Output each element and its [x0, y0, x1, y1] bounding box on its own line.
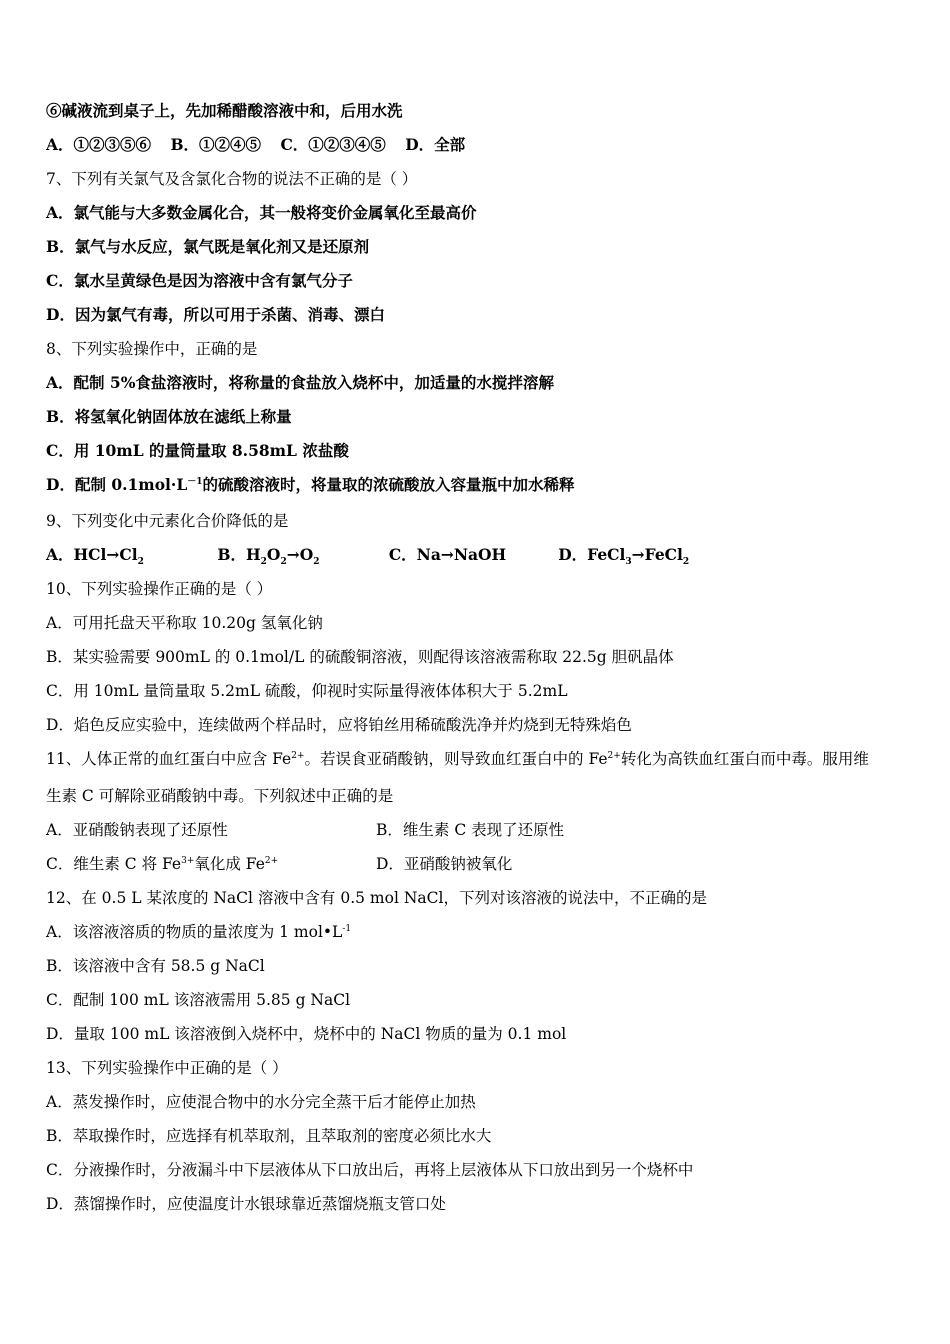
- q6-option-d: D．全部: [405, 135, 466, 154]
- q8-option-d: D．配制 $0.1mol\cdot L^{-1}$的硫酸溶液时，将量取的浓硫酸放入容量瓶中加水稀释: [46, 475, 575, 494]
- q13-option-d: D．蒸馏操作时，应使温度计水银球靠近蒸馏烧瓶支管口处: [46, 1195, 446, 1213]
- q9-option-d: D．FeCl$_3$→FeCl$_2$: [558, 545, 690, 568]
- q6-option-b: B．①②④⑤: [170, 135, 262, 154]
- q7-option-b: B．氯气与水反应，氯气既是氧化剂又是还原剂: [46, 237, 370, 256]
- q10-option-c: C．用 10mL 量筒量取 5.2mL 硫酸，仰视时实际量得液体体积大于 5.2mL: [46, 682, 568, 700]
- q13-option-a: A．蒸发操作时，应使混合物中的水分完全蒸干后才能停止加热: [46, 1093, 476, 1111]
- q7-option-d: D．因为氯气有毒，所以可用于杀菌、消毒、漂白: [46, 305, 385, 324]
- q11-option-a: A．亚硝酸钠表现了还原性: [46, 821, 228, 839]
- q6-options: [46, 135, 465, 155]
- q11-stem-line2: 生素 C 可解除亚硝酸钠中毒。下列叙述中正确的是: [46, 787, 394, 805]
- q11-options-row1: [46, 820, 906, 840]
- q6-option-c: C．①②③④⑤: [280, 135, 386, 154]
- q11-option-b: B．维生素 C 表现了还原性: [376, 821, 565, 839]
- q11-stem-line1: 11、人体正常的血红蛋白中应含 $Fe^{2+}$。若误食亚硝酸钠，则导致血红蛋白中的 $Fe^{2+}$转化为高铁血红蛋白而中毒。服用维: [46, 750, 869, 768]
- q11-options-row2: [46, 854, 906, 874]
- q11-option-c: C．维生素 C 将 $Fe^{3+}$氧化成 $Fe^{2+}$: [46, 855, 279, 873]
- q7-option-c: C．氯水呈黄绿色是因为溶液中含有氯气分子: [46, 271, 353, 290]
- q7-option-a: A．氯气能与大多数金属化合，其一般将变价金属氧化至最高价: [46, 203, 477, 222]
- q12-option-c: C．配制 100 mL 该溶液需用 5.85 g NaCl: [46, 991, 351, 1009]
- q13-option-c: C．分液操作时，分液漏斗中下层液体从下口放出后，再将上层液体从下口放出到另一个烧杯中: [46, 1161, 694, 1179]
- q8-stem: 8、下列实验操作中，正确的是: [46, 340, 258, 358]
- q12-stem: 12、在 0.5 L 某浓度的 NaCl 溶液中含有 0.5 mol NaCl，下列对该溶液的说法中，不正确的是: [46, 889, 707, 907]
- q6-option-a: A．①②③⑤⑥: [46, 135, 152, 154]
- q12-option-a: A．该溶液溶质的物质的量浓度为 1 $mol•L^{-1}$: [46, 923, 352, 941]
- q10-stem: 10、下列实验操作正确的是（ ）: [46, 580, 273, 598]
- q8-option-b: B．将氢氧化钠固体放在滤纸上称量: [46, 407, 292, 426]
- q8-option-c: C．用 10mL 的量筒量取 8.58mL 浓盐酸: [46, 441, 349, 460]
- q10-option-a: A．可用托盘天平称取 10.20g 氢氧化钠: [46, 614, 323, 632]
- q9-options: [46, 545, 690, 568]
- q10-option-b: B．某实验需要 900mL 的 0.1mol/L 的硫酸铜溶液，则配得该溶液需称取 22.5g 胆矾晶体: [46, 648, 674, 666]
- q9-option-b: B．$H_2O_2\to O_2$: [217, 545, 320, 568]
- q10-option-d: D．焰色反应实验中，连续做两个样品时，应将铂丝用稀硫酸洗净并灼烧到无特殊焰色: [46, 716, 632, 734]
- q9-option-c: C．Na→NaOH: [388, 545, 507, 564]
- q12-option-d: D．量取 100 mL 该溶液倒入烧杯中，烧杯中的 NaCl 物质的量为 0.1 mol: [46, 1025, 567, 1043]
- q9-option-a: A．$HCl\to Cl_2$: [46, 545, 144, 568]
- q6-item6: ⑥碱液流到桌子上，先加稀醋酸溶液中和，后用水洗: [46, 101, 403, 120]
- q13-stem: 13、下列实验操作中正确的是（ ）: [46, 1059, 288, 1077]
- q13-option-b: B．萃取操作时，应选择有机萃取剂，且萃取剂的密度必须比水大: [46, 1127, 492, 1145]
- q11-option-d: D．亚硝酸钠被氧化: [376, 855, 513, 873]
- q7-stem: 7、下列有关氯气及含氯化合物的说法不正确的是（ ）: [46, 170, 418, 188]
- q8-option-a: A．配制 5%食盐溶液时，将称量的食盐放入烧杯中，加适量的水搅拌溶解: [46, 373, 554, 392]
- q9-stem: 9、下列变化中元素化合价降低的是: [46, 512, 289, 530]
- q12-option-b: B．该溶液中含有 58.5 g NaCl: [46, 957, 265, 975]
